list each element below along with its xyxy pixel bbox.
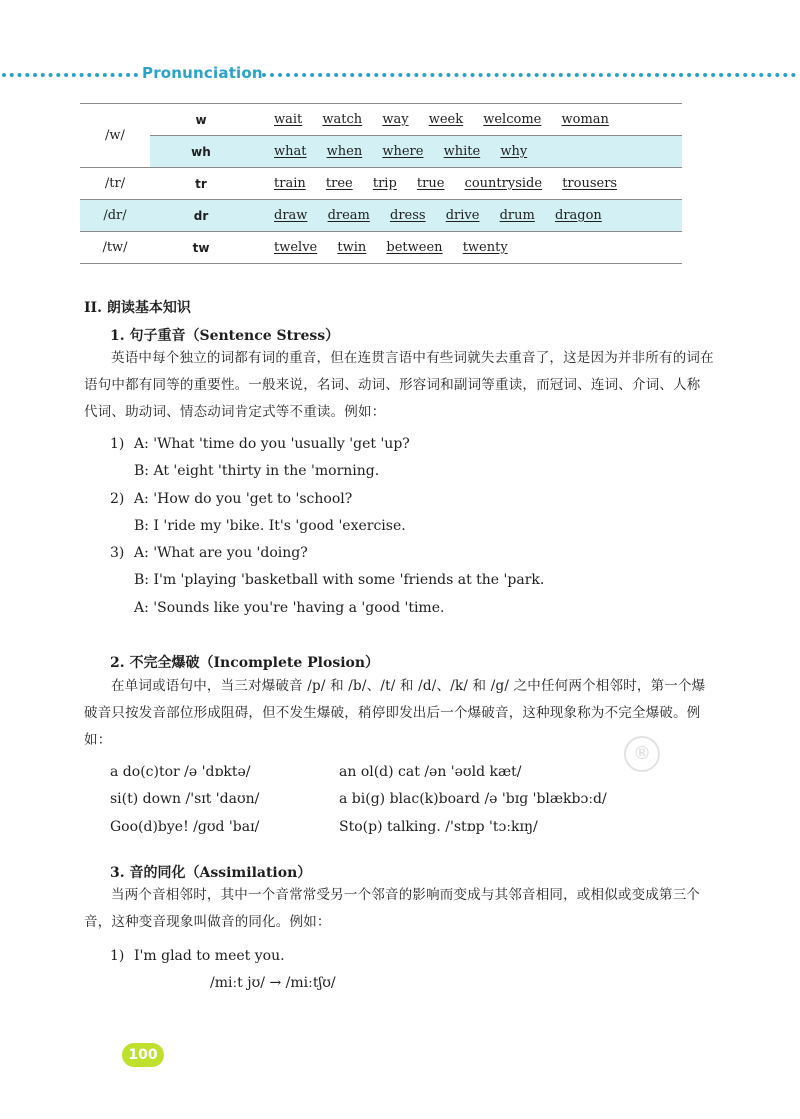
- example-word: twenty: [462, 240, 508, 255]
- example-number: 2): [110, 491, 125, 507]
- assimilation-transcription: /miːt jʊ/ → /miːtʃʊ/: [210, 975, 336, 991]
- example-word: white: [443, 144, 481, 159]
- example-line: B: I'm 'playing 'basketball with some 'friends at the 'park.: [134, 572, 545, 588]
- page-number-badge: 100: [122, 1043, 164, 1067]
- example-number: 3): [110, 545, 125, 561]
- assimilation-example: I'm glad to meet you.: [134, 948, 285, 964]
- example-word: trip: [372, 176, 397, 191]
- subsection-heading-assimilation: 3. 音的同化（Assimilation）: [110, 865, 312, 881]
- example-word: way: [382, 112, 409, 127]
- example-word: tree: [325, 176, 353, 191]
- example-word: between: [386, 240, 443, 255]
- plosion-example: a bi(g) blac(k)board /ə 'bɪɡ 'blækbɔːd/: [339, 791, 607, 807]
- page-header: [0, 64, 800, 84]
- example-number: 1): [110, 436, 125, 452]
- spelling-cell: w: [150, 104, 252, 136]
- example-word: trousers: [562, 176, 618, 191]
- example-word: where: [382, 144, 424, 159]
- words-cell: [252, 200, 682, 232]
- subsection-heading-stress: 1. 句子重音（Sentence Stress）: [110, 328, 340, 344]
- header-title: Pronunciation: [142, 64, 263, 82]
- header-dotted-rule-left: [2, 73, 138, 77]
- example-word: true: [416, 176, 445, 191]
- phoneme-cell: /w/: [80, 104, 150, 168]
- example-word: twin: [337, 240, 367, 255]
- example-word: draw: [274, 208, 308, 223]
- spelling-cell: tw: [150, 232, 252, 264]
- phoneme-cell: /dr/: [80, 200, 150, 232]
- example-word: welcome: [483, 112, 542, 127]
- plosion-example: an ol(d) cat /ən 'əʊld kæt/: [339, 764, 522, 780]
- registered-watermark: ®: [624, 736, 660, 772]
- subsection-heading-plosion: 2. 不完全爆破（Incomplete Plosion）: [110, 655, 380, 671]
- example-word: when: [326, 144, 363, 159]
- example-line: A: 'What 'time do you 'usually 'get 'up?: [134, 436, 410, 452]
- plosion-example: Goo(d)bye! /ɡʊd 'baɪ/: [110, 819, 260, 835]
- example-word: watch: [322, 112, 363, 127]
- example-line: A: 'Sounds like you're 'having a 'good 'time.: [134, 600, 445, 616]
- assimilation-paragraph: 当两个音相邻时，其中一个音常常受另一个邻音的影响而变成与其邻音相同，或相似或变成第三个音，这种变音现象叫做音的同化。例如：: [84, 887, 701, 930]
- spelling-cell: dr: [150, 200, 252, 232]
- plosion-example: si(t) down /'sɪt 'daʊn/: [110, 791, 260, 807]
- example-word: why: [500, 144, 528, 159]
- example-line: A: 'What are you 'doing?: [134, 545, 308, 561]
- example-word: woman: [561, 112, 609, 127]
- spelling-cell: tr: [150, 168, 252, 200]
- example-word: dress: [390, 208, 426, 223]
- plosion-paragraph: 在单词或语句中，当三对爆破音 /p/ 和 /b/、/t/ 和 /d/、/k/ 和 /g/ 之中任何两个相邻时，第一个爆破音只按发音部位形成阻碍，但不发生爆破，稍停即发出后一个爆破音，这种现象称为不完全爆破。例如：: [84, 678, 706, 748]
- example-word: drive: [445, 208, 480, 223]
- example-word: wait: [274, 112, 303, 127]
- example-word: drum: [499, 208, 535, 223]
- example-word: twelve: [274, 240, 318, 255]
- example-word: what: [274, 144, 307, 159]
- example-number: 1): [110, 948, 125, 964]
- table-row: [80, 200, 682, 232]
- example-word: train: [274, 176, 306, 191]
- example-word: dream: [327, 208, 370, 223]
- table-row: [80, 104, 682, 136]
- header-dotted-rule-right: [262, 73, 796, 77]
- table-row: [80, 168, 682, 200]
- words-cell: [252, 168, 682, 200]
- table-row: [80, 136, 682, 168]
- words-cell: [252, 136, 682, 168]
- example-word: week: [428, 112, 464, 127]
- plosion-example: a do(c)tor /ə 'dɒktə/: [110, 764, 251, 780]
- phoneme-word-table: [80, 103, 682, 264]
- section-title: II. 朗读基本知识: [84, 300, 191, 316]
- example-line: B: At 'eight 'thirty in the 'morning.: [134, 463, 380, 479]
- plosion-example: Sto(p) talking. /'stɒp 'tɔːkɪŋ/: [339, 819, 538, 835]
- words-cell: [252, 104, 682, 136]
- example-line: A: 'How do you 'get to 'school?: [134, 491, 353, 507]
- example-line: B: I 'ride my 'bike. It's 'good 'exercise.: [134, 518, 406, 534]
- table-row: [80, 232, 682, 264]
- stress-paragraph: 英语中每个独立的词都有词的重音，但在连贯言语中有些词就失去重音了，这是因为并非所有的词在语句中都有同等的重要性。一般来说，名词、动词、形容词和副词等重读，而冠词、连词、介词、人称代词、助动词、情态动词肯定式等不重读。例如：: [84, 350, 714, 420]
- words-cell: [252, 232, 682, 264]
- example-word: countryside: [464, 176, 543, 191]
- spelling-cell: wh: [150, 136, 252, 168]
- phoneme-cell: /tw/: [80, 232, 150, 264]
- phoneme-cell: /tr/: [80, 168, 150, 200]
- example-word: dragon: [555, 208, 602, 223]
